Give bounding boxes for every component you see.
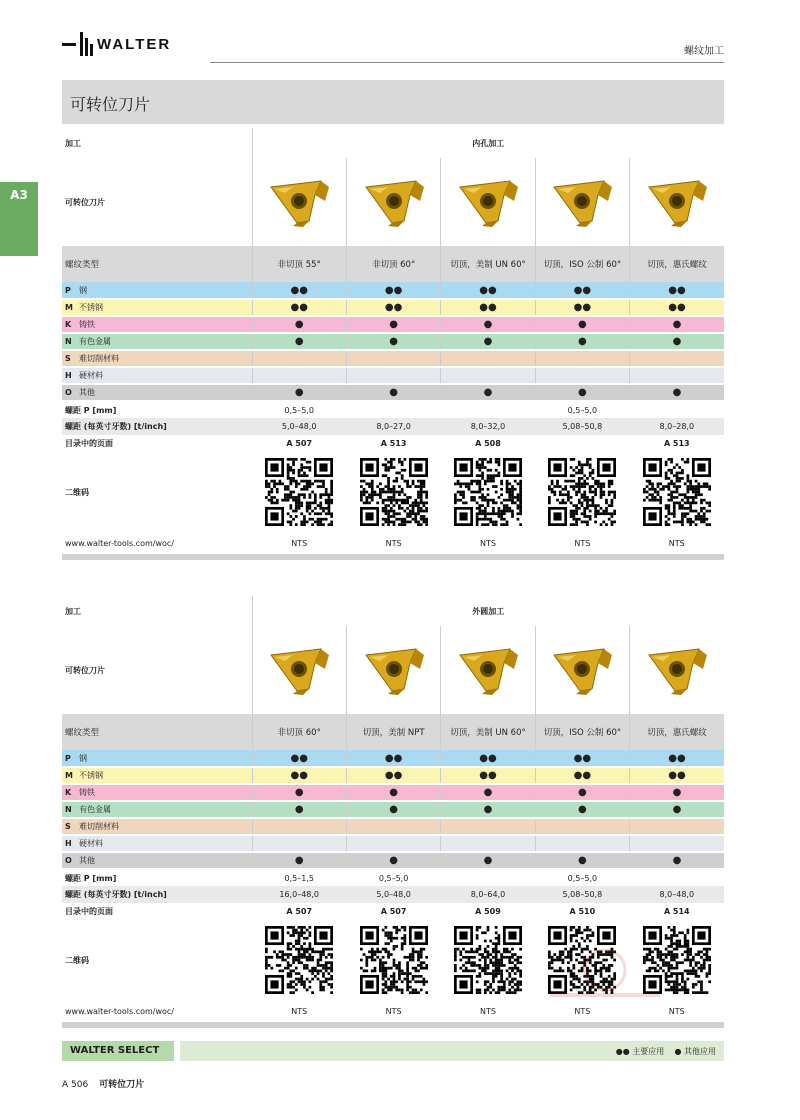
suitability-cell: ● (346, 801, 440, 818)
pitch-tpi-label: 螺距 (每英寸牙数) [t/inch] (62, 886, 252, 903)
suitability-cell: ●● (630, 750, 724, 767)
suitability-cell: ●● (630, 282, 724, 299)
suitability-cell (441, 367, 535, 384)
thread-type-row (62, 246, 724, 282)
material-name: 硬材料 (79, 839, 103, 848)
catalog-page-row (62, 435, 724, 452)
material-label (62, 316, 252, 333)
catalog-page-link[interactable]: A 507 (286, 439, 313, 448)
material-label (62, 750, 252, 767)
process-row (62, 128, 724, 158)
catalog-page-link[interactable]: A 507 (286, 907, 313, 916)
process-label: 加工 (65, 606, 81, 616)
catalog-page-link[interactable]: A 513 (663, 439, 690, 448)
material-label (62, 801, 252, 818)
suitability-cell: ●● (630, 767, 724, 784)
suitability-cell: ● (441, 784, 535, 801)
insert-image (362, 177, 426, 227)
suitability-cell (252, 818, 346, 835)
pitch-tpi-cell: 8,0–48,0 (630, 886, 724, 903)
thread-type-row (62, 714, 724, 750)
thread-type-cell: 切顶，美制 NPT (346, 714, 440, 750)
product-code: NTS (480, 1006, 496, 1016)
internal-threading-table (62, 128, 724, 560)
pitch-tpi-cell: 8,0–64,0 (441, 886, 535, 903)
suitability-cell (630, 350, 724, 367)
suitability-cell: ●● (441, 767, 535, 784)
suitability-cell: ●● (441, 299, 535, 316)
catalog-page-label: 目录中的页面 (65, 439, 113, 448)
catalog-page-link[interactable]: A 510 (569, 907, 596, 916)
suitability-cell: ● (535, 852, 629, 869)
material-row-P (62, 282, 724, 299)
suitability-cell (630, 818, 724, 835)
suitability-cell: ● (252, 801, 346, 818)
product-code: NTS (668, 538, 685, 548)
material-name: 铸铁 (79, 320, 95, 329)
pitch-mm-cell: 0,5–5,0 (535, 401, 629, 418)
legend-other-symbol: ● (674, 1047, 682, 1056)
suitability-cell: ● (346, 316, 440, 333)
qr-cell[interactable] (252, 452, 346, 532)
suitability-cell: ●● (252, 750, 346, 767)
footer-title: 可转位刀片 (99, 1080, 145, 1090)
suitability-cell (441, 835, 535, 852)
material-name: 铸铁 (79, 788, 95, 797)
thread-type-cell: 非切顶 55° (252, 246, 346, 282)
process-value: 外圆加工 (252, 596, 724, 626)
insert-image (550, 645, 614, 695)
insert-cell[interactable] (441, 158, 535, 246)
material-name: 有色金属 (79, 805, 111, 814)
material-name: 其他 (79, 856, 95, 865)
logo-wordmark: WALTER (97, 35, 172, 53)
thread-type-cell: 非切顶 60° (252, 714, 346, 750)
material-code: K (65, 320, 72, 329)
suitability-cell: ● (441, 801, 535, 818)
material-code: M (65, 303, 73, 312)
catalog-page-link[interactable]: A 514 (663, 907, 690, 916)
thread-type-cell: 切顶，美制 UN 60° (441, 246, 535, 282)
section-end-bar (62, 554, 724, 560)
suitability-cell: ●● (535, 299, 629, 316)
material-label (62, 350, 252, 367)
pitch-mm-cell (630, 401, 724, 418)
legend-main-label: 主要应用 (632, 1047, 665, 1056)
suitability-cell: ● (441, 333, 535, 350)
thread-type-label: 螺纹类型 (62, 246, 252, 282)
suitability-cell (346, 350, 440, 367)
suitability-cell: ● (346, 784, 440, 801)
pitch-mm-cell: 0,5–5,0 (535, 869, 629, 886)
insert-label: 可转位刀片 (65, 197, 105, 207)
suitability-cell: ●● (441, 750, 535, 767)
header-rule (210, 62, 724, 63)
insert-image (456, 645, 520, 695)
suitability-cell: ●● (346, 299, 440, 316)
material-row-H (62, 367, 724, 384)
suitability-cell (441, 818, 535, 835)
insert-image (645, 645, 709, 695)
thread-type-cell: 切顶，惠氏螺纹 (630, 246, 724, 282)
material-row-P (62, 750, 724, 767)
product-code: NTS (668, 1006, 685, 1016)
insert-cell[interactable] (535, 158, 629, 246)
insert-image (267, 645, 331, 695)
suitability-cell (630, 367, 724, 384)
insert-cell[interactable] (630, 158, 724, 246)
legend (180, 1041, 724, 1061)
pitch-tpi-row (62, 418, 724, 435)
insert-cell[interactable] (252, 158, 346, 246)
material-name: 有色金属 (79, 337, 111, 346)
catalog-page-link[interactable] (535, 435, 629, 452)
legend-main-symbol: ●● (615, 1047, 630, 1056)
material-label (62, 767, 252, 784)
suitability-cell: ● (441, 384, 535, 401)
material-name: 不锈钢 (79, 303, 103, 312)
qr-row (62, 452, 724, 532)
product-code: NTS (480, 538, 496, 548)
pitch-mm-cell (346, 401, 440, 418)
product-code: NTS (291, 538, 308, 548)
suitability-cell: ●● (346, 767, 440, 784)
suitability-cell: ● (630, 333, 724, 350)
material-name: 钢 (79, 753, 87, 763)
qr-cell[interactable] (346, 920, 440, 1000)
suitability-cell: ● (346, 333, 440, 350)
suitability-cell: ● (630, 316, 724, 333)
watermark-stamp (540, 945, 670, 1015)
product-code: NTS (574, 538, 591, 548)
suitability-cell: ● (441, 316, 535, 333)
process-value: 内孔加工 (252, 128, 724, 158)
suitability-cell: ●● (252, 767, 346, 784)
material-label (62, 367, 252, 384)
section-divider (62, 554, 724, 560)
thread-type-cell: 非切顶 60° (346, 246, 440, 282)
catalog-page-label: 目录中的页面 (65, 907, 113, 916)
pitch-mm-cell (441, 869, 535, 886)
thread-type-cell: 切顶，美制 UN 60° (441, 714, 535, 750)
material-row-S (62, 818, 724, 835)
url-row (62, 532, 724, 554)
material-name: 钢 (79, 285, 87, 295)
suitability-cell: ● (252, 333, 346, 350)
suitability-cell (535, 835, 629, 852)
suitability-cell (252, 350, 346, 367)
page-footer (62, 1077, 144, 1090)
suitability-cell: ● (252, 852, 346, 869)
pitch-mm-label: 螺距 P [mm] (62, 869, 252, 886)
pitch-mm-cell: 0,5–5,0 (346, 869, 440, 886)
insert-label: 可转位刀片 (65, 665, 105, 675)
page-title: 可转位刀片 (70, 95, 151, 114)
suitability-cell (630, 835, 724, 852)
qr-code-icon[interactable] (265, 926, 333, 994)
suitability-cell: ● (630, 384, 724, 401)
material-code: H (65, 371, 72, 380)
suitability-cell (535, 818, 629, 835)
product-code: NTS (291, 1006, 308, 1016)
material-row-K (62, 784, 724, 801)
chapter-tab[interactable]: A3 (0, 182, 38, 256)
insert-image (645, 177, 709, 227)
catalog-page-link[interactable]: A 507 (380, 907, 407, 916)
footer-page-number: A 506 (62, 1080, 89, 1090)
material-label (62, 333, 252, 350)
material-code: M (65, 771, 73, 780)
catalog-page-link[interactable]: A 513 (380, 439, 407, 448)
thread-type-cell: 切顶，ISO 公制 60° (535, 246, 629, 282)
material-code: P (65, 753, 71, 763)
product-code: NTS (385, 538, 402, 548)
qr-label: 二维码 (65, 955, 89, 965)
qr-code-icon[interactable] (548, 458, 616, 526)
process-row (62, 596, 724, 626)
pitch-tpi-row (62, 886, 724, 903)
insert-image-row (62, 158, 724, 246)
suitability-cell: ● (535, 384, 629, 401)
suitability-cell (346, 835, 440, 852)
insert-image (267, 177, 331, 227)
product-code: NTS (574, 1006, 591, 1016)
suitability-cell (535, 350, 629, 367)
material-label (62, 818, 252, 835)
suitability-cell (535, 367, 629, 384)
pitch-mm-cell: 0,5–1,5 (252, 869, 346, 886)
suitability-cell: ● (346, 852, 440, 869)
suitability-cell: ●● (346, 282, 440, 299)
material-code: H (65, 839, 72, 848)
qr-code-icon[interactable] (643, 458, 711, 526)
material-label (62, 384, 252, 401)
catalog-page-row (62, 903, 724, 920)
suitability-cell: ● (252, 384, 346, 401)
pitch-tpi-cell: 5,0–48,0 (346, 886, 440, 903)
material-code: O (65, 856, 72, 865)
material-name: 难切削材料 (79, 354, 119, 363)
woc-url-link[interactable]: www.walter-tools.com/woc/ (65, 538, 174, 548)
pitch-tpi-cell: 5,0–48,0 (252, 418, 346, 435)
suitability-cell: ● (630, 784, 724, 801)
suitability-cell (441, 350, 535, 367)
qr-cell[interactable] (252, 920, 346, 1000)
material-code: N (65, 337, 72, 346)
material-code: P (65, 285, 71, 295)
material-row-K (62, 316, 724, 333)
pitch-mm-cell (441, 401, 535, 418)
material-name: 不锈钢 (79, 771, 103, 780)
material-row-H (62, 835, 724, 852)
material-code: S (65, 822, 71, 831)
logo-bars (80, 32, 93, 56)
qr-cell[interactable] (346, 452, 440, 532)
suitability-cell: ● (252, 316, 346, 333)
suitability-cell: ● (535, 784, 629, 801)
material-code: K (65, 788, 72, 797)
insert-image (362, 645, 426, 695)
pitch-tpi-label: 螺距 (每英寸牙数) [t/inch] (62, 418, 252, 435)
material-name: 其他 (79, 388, 95, 397)
qr-cell[interactable] (630, 452, 724, 532)
thread-type-label: 螺纹类型 (62, 714, 252, 750)
insert-cell[interactable] (630, 626, 724, 714)
material-row-N (62, 801, 724, 818)
suitability-cell: ●● (252, 282, 346, 299)
material-code: S (65, 354, 71, 363)
pitch-tpi-cell: 5,08–50,8 (535, 886, 629, 903)
thread-type-cell: 切顶，惠氏螺纹 (630, 714, 724, 750)
material-name: 难切削材料 (79, 822, 119, 831)
suitability-cell (346, 818, 440, 835)
insert-cell[interactable] (346, 626, 440, 714)
material-row-S (62, 350, 724, 367)
qr-code-icon[interactable] (454, 926, 522, 994)
pitch-mm-cell: 0,5–5,0 (252, 401, 346, 418)
material-label (62, 835, 252, 852)
suitability-cell: ● (535, 316, 629, 333)
suitability-cell: ●● (535, 282, 629, 299)
suitability-cell: ●● (441, 282, 535, 299)
insert-cell[interactable] (346, 158, 440, 246)
suitability-cell: ● (535, 333, 629, 350)
section-divider (62, 1022, 724, 1028)
qr-cell[interactable] (535, 452, 629, 532)
pitch-tpi-cell: 8,0–28,0 (630, 418, 724, 435)
suitability-cell: ● (252, 784, 346, 801)
pitch-tpi-cell: 16,0–48,0 (252, 886, 346, 903)
qr-label: 二维码 (65, 487, 89, 497)
qr-code-icon[interactable] (265, 458, 333, 526)
material-code: N (65, 805, 72, 814)
material-code: O (65, 388, 72, 397)
suitability-cell: ●● (535, 767, 629, 784)
suitability-cell (252, 835, 346, 852)
qr-cell[interactable] (441, 452, 535, 532)
material-row-M (62, 299, 724, 316)
logo-dash (62, 43, 76, 46)
suitability-cell: ● (630, 852, 724, 869)
suitability-cell: ● (630, 801, 724, 818)
pitch-mm-row (62, 869, 724, 886)
insert-cell[interactable] (252, 626, 346, 714)
pitch-tpi-cell: 8,0–32,0 (441, 418, 535, 435)
material-label (62, 784, 252, 801)
insert-cell[interactable] (441, 626, 535, 714)
insert-image-row (62, 626, 724, 714)
catalog-page-link[interactable]: A 508 (475, 439, 501, 448)
qr-code-icon[interactable] (360, 926, 428, 994)
thread-type-cell: 切顶，ISO 公制 60° (535, 714, 629, 750)
suitability-cell: ● (441, 852, 535, 869)
suitability-cell: ●● (346, 750, 440, 767)
suitability-cell: ●● (252, 299, 346, 316)
insert-image (550, 177, 614, 227)
walter-logo (62, 32, 171, 56)
process-label: 加工 (65, 138, 81, 148)
pitch-mm-row (62, 401, 724, 418)
suitability-cell (252, 367, 346, 384)
qr-code-icon[interactable] (360, 458, 428, 526)
page-title-band (62, 80, 724, 124)
legend-band (62, 1041, 724, 1061)
suitability-cell: ●● (535, 750, 629, 767)
pitch-mm-label: 螺距 P [mm] (62, 401, 252, 418)
suitability-cell: ● (535, 801, 629, 818)
woc-url-link[interactable]: www.walter-tools.com/woc/ (65, 1006, 174, 1016)
material-row-N (62, 333, 724, 350)
insert-image (456, 177, 520, 227)
header-section-title: 螺纹加工 (684, 46, 724, 57)
qr-cell[interactable] (441, 920, 535, 1000)
material-label (62, 299, 252, 316)
pitch-tpi-cell: 8,0–27,0 (346, 418, 440, 435)
qr-code-icon[interactable] (454, 458, 522, 526)
suitability-cell: ●● (630, 299, 724, 316)
material-label (62, 282, 252, 299)
pitch-tpi-cell: 5,08–50,8 (535, 418, 629, 435)
suitability-cell: ● (346, 384, 440, 401)
product-code: NTS (385, 1006, 402, 1016)
insert-cell[interactable] (535, 626, 629, 714)
pitch-mm-cell (630, 869, 724, 886)
material-row-O (62, 384, 724, 401)
suitability-cell (346, 367, 440, 384)
material-row-O (62, 852, 724, 869)
material-label (62, 852, 252, 869)
material-row-M (62, 767, 724, 784)
section-end-bar (62, 1022, 724, 1028)
walter-select-label: WALTER SELECT (62, 1041, 174, 1061)
catalog-page-link[interactable]: A 509 (475, 907, 501, 916)
legend-other-label: 其他应用 (684, 1047, 716, 1056)
material-name: 硬材料 (79, 371, 103, 380)
